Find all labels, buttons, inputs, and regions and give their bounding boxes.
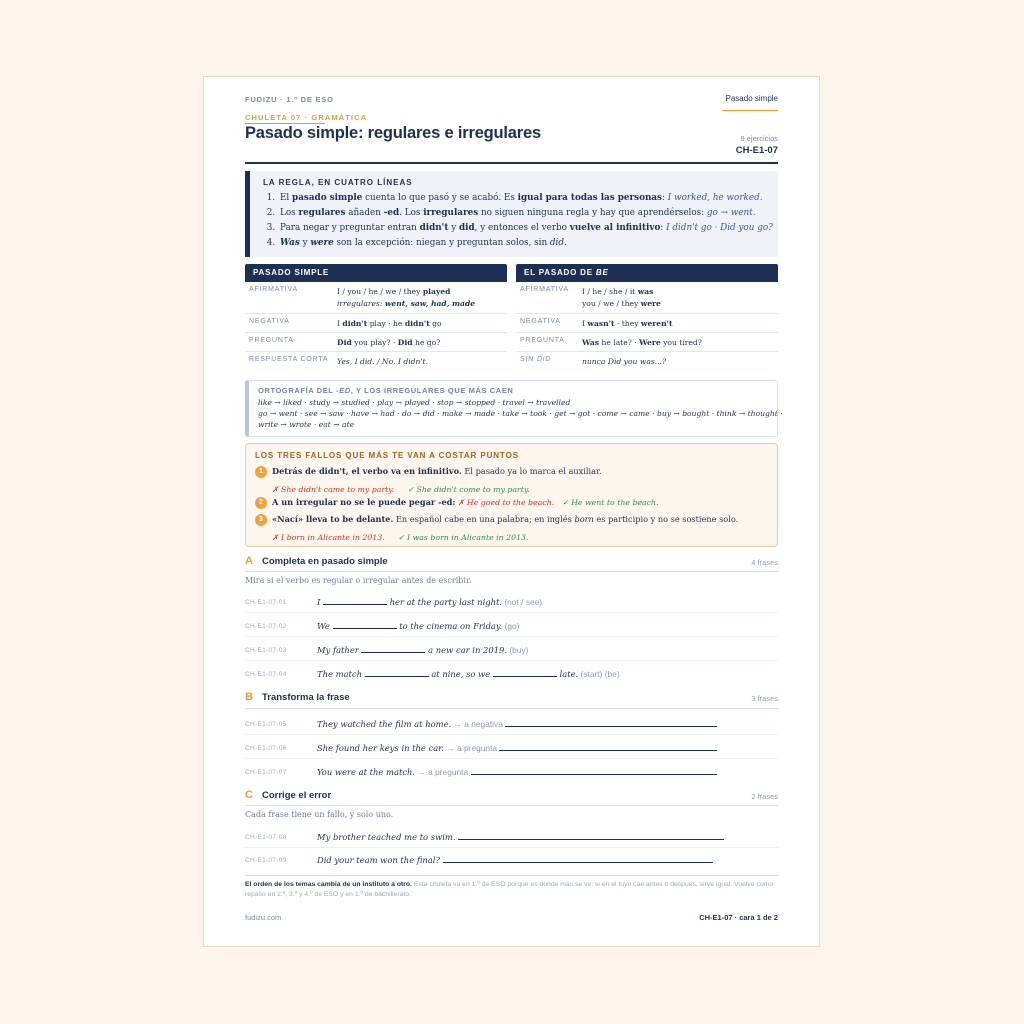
exercise-id: CH-E1-07-04 xyxy=(245,671,287,678)
rule-list xyxy=(263,191,773,251)
row-value: I / he / she / it was you / we / they were xyxy=(582,287,661,308)
rule-box xyxy=(245,171,778,257)
row-label: AFIRMATIVA xyxy=(249,286,298,293)
mistakes-heading: LOS TRES FALLOS QUE MÁS TE VAN A COSTAR PUNTOS xyxy=(255,451,519,460)
page-title: Pasado simple: regulares e irregulares xyxy=(245,124,541,142)
spelling-heading: ORTOGRAFÍA DEL -ED, Y LOS IRREGULARES QUE MÁS CAEN xyxy=(258,386,514,395)
table-row xyxy=(245,333,507,352)
section-c-instruction: Cada frase tiene un fallo, y solo uno. xyxy=(245,810,394,819)
mistake-examples: ✗ I born in Alicante in 2013. ✓ I was born in Alicante in 2013. xyxy=(272,533,529,542)
answer-blank[interactable] xyxy=(323,596,387,605)
row-value: nunca Did you was...? xyxy=(582,357,667,366)
row-divider xyxy=(245,758,778,759)
table-heading: PASADO SIMPLE xyxy=(245,264,507,282)
section-c-title: Corrige el error xyxy=(262,790,332,801)
mistake-number: 3 xyxy=(255,514,267,526)
table-row xyxy=(516,333,778,352)
footer-site: fudizu.com xyxy=(245,913,282,922)
exercise-id: CH-E1-07-06 xyxy=(245,745,287,752)
table-pasado-be xyxy=(516,264,778,370)
row-label: SIN DID xyxy=(520,356,552,363)
row-value: Was he late? · Were you tired? xyxy=(582,338,702,347)
answer-line[interactable] xyxy=(443,854,713,863)
rule-item: 4. Was y were son la excepción: niegan y preguntan solos, sin did. xyxy=(278,236,773,251)
row-divider xyxy=(245,612,778,613)
footer-divider xyxy=(245,875,778,876)
row-divider xyxy=(245,847,778,848)
answer-line[interactable] xyxy=(499,742,717,751)
mistake-number: 2 xyxy=(255,497,267,509)
section-b-title: Transforma la frase xyxy=(262,692,350,703)
row-value: Did you play? · Did he go? xyxy=(337,338,441,347)
answer-line[interactable] xyxy=(458,831,724,840)
row-value: Yes, I did. / No, I didn't. xyxy=(337,357,428,366)
footer-note: El orden de los temas cambia de un instituto a otro. Esta chuleta va en 1.º de ESO porque es donde más se ve; si en el tuyo cae antes o después, sirve igual. Vuelve como repaso en 2.º, 3.º y 4.º de ESO y en 1.º de bachillerato. xyxy=(245,881,774,898)
mistake-text: A un irregular no se le puede pegar -ed: ✗ He goed to the beach. ✓ He went to the beach. xyxy=(272,497,659,507)
rule-item: 3. Para negar y preguntar entran didn't y did, y entonces el verbo vuelve al infinitivo: I didn't go · Did you go? xyxy=(278,221,773,236)
exercise-id: CH-E1-07-09 xyxy=(245,857,287,864)
brand-label: FUDIZU · 1.º DE ESO xyxy=(245,95,334,104)
sheet-code: CH-E1-07 xyxy=(735,145,778,156)
table-row xyxy=(245,282,507,314)
rule-heading: LA REGLA, EN CUATRO LÍNEAS xyxy=(263,178,413,187)
row-label: PREGUNTA xyxy=(249,337,294,344)
row-label: NEGATIVA xyxy=(249,318,290,325)
exercise-sentence: The match at nine, so we late. (start) (be) xyxy=(317,669,620,679)
kicker: CHULETA 07 · GRAMÁTICA xyxy=(245,113,368,122)
spelling-line: write → wrote · eat → ate xyxy=(258,420,355,429)
answer-blank[interactable] xyxy=(333,620,397,629)
exercise-sentence: She found her keys in the car. → a pregunta xyxy=(317,742,717,753)
section-a-count: 4 frases xyxy=(751,558,778,567)
exercise-id: CH-E1-07-03 xyxy=(245,647,287,654)
exercise-id: CH-E1-07-08 xyxy=(245,834,287,841)
section-divider xyxy=(245,571,778,572)
exercise-id: CH-E1-07-02 xyxy=(245,623,287,630)
section-b-count: 3 frases xyxy=(751,694,778,703)
section-a-letter: A xyxy=(245,555,253,567)
answer-line[interactable] xyxy=(505,718,717,727)
exercise-sentence: You were at the match. → a pregunta xyxy=(317,766,717,777)
section-a-title: Completa en pasado simple xyxy=(262,556,388,567)
spelling-line: like → liked · study → studied · play → played · stop → stopped · travel → travelled xyxy=(258,398,571,407)
exercise-sentence: We to the cinema on Friday. (go) xyxy=(317,621,520,631)
section-c-count: 2 frases xyxy=(751,792,778,801)
exercise-sentence: My father a new car in 2019. (buy) xyxy=(317,645,529,655)
row-value: I / you / he / we / they played irregulares: went, saw, had, made xyxy=(337,287,476,308)
table-heading: EL PASADO DE BE xyxy=(516,264,778,282)
mistake-text: Detrás de didn't, el verbo va en infinitivo. El pasado ya lo marca el auxiliar. xyxy=(272,466,602,476)
exercise-id: CH-E1-07-07 xyxy=(245,769,287,776)
table-row xyxy=(516,282,778,314)
row-divider xyxy=(245,660,778,661)
row-divider xyxy=(245,636,778,637)
row-label: NEGATIVA xyxy=(520,318,561,325)
spelling-box xyxy=(245,380,783,437)
row-label: RESPUESTA CORTA xyxy=(249,356,329,363)
table-row xyxy=(516,314,778,333)
answer-blank[interactable] xyxy=(493,668,557,677)
table-pasado-simple xyxy=(245,264,507,370)
exercise-id: CH-E1-07-05 xyxy=(245,721,287,728)
topic-label: Pasado simple xyxy=(725,94,778,103)
row-divider xyxy=(245,734,778,735)
mistake-text: «Nací» lleva to be delante. En español cabe en una palabra; en inglés born es participio y no se sostiene solo. xyxy=(272,514,739,524)
topic-underline xyxy=(722,110,778,111)
row-value: I wasn't · they weren't xyxy=(582,319,673,328)
row-label: AFIRMATIVA xyxy=(520,286,569,293)
header-divider xyxy=(245,162,778,164)
section-a-instruction: Mira si el verbo es regular o irregular antes de escribir. xyxy=(245,576,472,585)
answer-blank[interactable] xyxy=(365,668,429,677)
section-c-letter: C xyxy=(245,789,253,801)
answer-line[interactable] xyxy=(471,766,717,775)
exercise-sentence: They watched the film at home. → a negativa xyxy=(317,718,717,729)
exercise-sentence: Did your team won the final? xyxy=(317,854,713,865)
table-row xyxy=(245,314,507,333)
exercise-count: 9 ejercicios xyxy=(740,134,778,143)
rule-item: 1. El pasado simple cuenta lo que pasó y se acabó. Es igual para todas las personas: I worked, he worked. xyxy=(278,191,773,206)
exercise-sentence: My brother teached me to swim. xyxy=(317,831,724,842)
section-b-letter: B xyxy=(245,691,253,703)
row-label: PREGUNTA xyxy=(520,337,565,344)
row-value: I didn't play · he didn't go xyxy=(337,319,442,328)
exercise-id: CH-E1-07-01 xyxy=(245,599,287,606)
mistake-number: 1 xyxy=(255,466,267,478)
exercise-sentence: I her at the party last night. (not / see) xyxy=(317,597,543,607)
worksheet-page xyxy=(203,76,820,947)
mistake-examples: ✗ She didn't came to my party. ✓ She didn't come to my party. xyxy=(272,485,530,494)
section-divider xyxy=(245,805,778,806)
answer-blank[interactable] xyxy=(361,644,425,653)
section-divider xyxy=(245,708,778,709)
spelling-line: go → went · see → saw · have → had · do → did · make → made · take → took · get → got · come → came · buy → bought · think → thought · xyxy=(258,409,783,418)
table-row xyxy=(516,352,778,370)
rule-item: 2. Los regulares añaden -ed. Los irregulares no siguen ninguna regla y hay que aprendérselos: go → went. xyxy=(278,206,773,221)
footer-page: CH-E1-07 · cara 1 de 2 xyxy=(699,913,778,922)
table-row xyxy=(245,352,507,370)
common-mistakes-box xyxy=(245,443,778,547)
